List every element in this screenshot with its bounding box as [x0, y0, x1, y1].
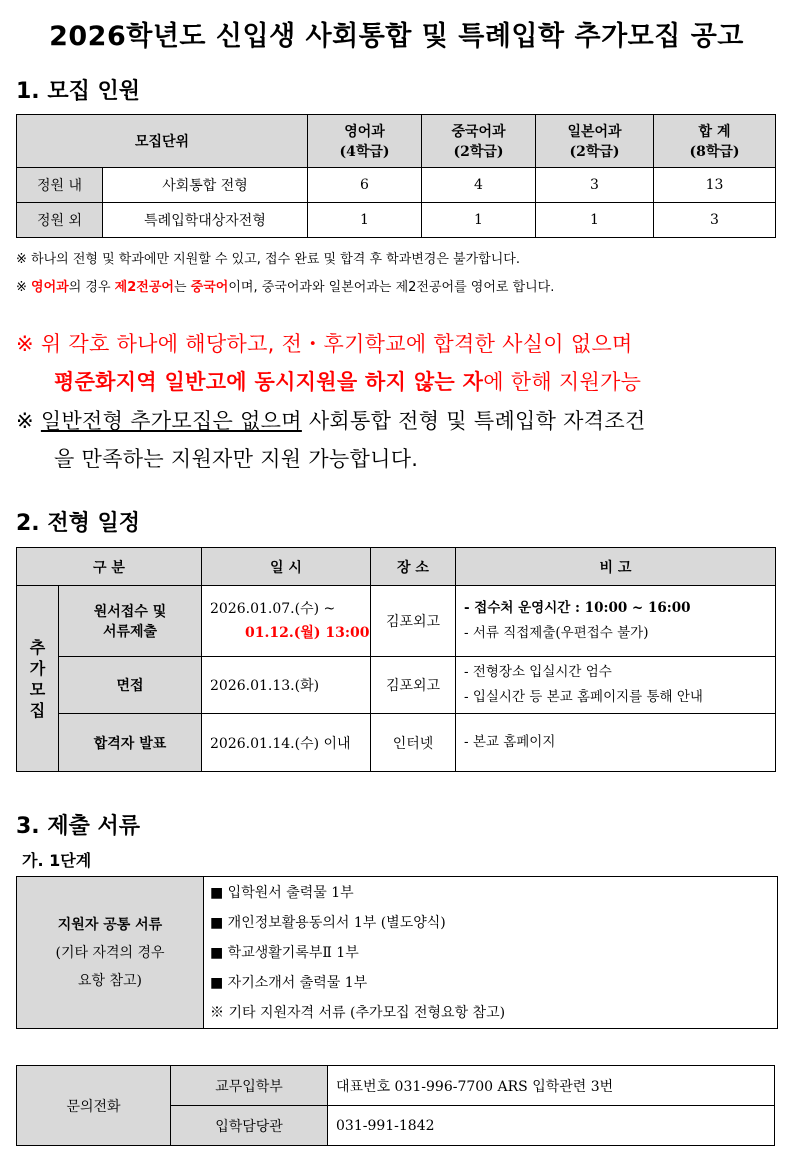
- table-row: [17, 168, 776, 203]
- recruit-table: [16, 114, 776, 238]
- header-datetime: 일 시: [202, 548, 371, 586]
- row-date: 2026.01.13.(화): [202, 657, 371, 714]
- col-header-total: 합 계 (8학급): [654, 115, 776, 168]
- cell-value: 3: [536, 168, 654, 203]
- row-category: 정원 내: [17, 168, 103, 203]
- row-date: 2026.01.14.(수) 이내: [202, 714, 371, 772]
- contact-dept: 교무입학부: [171, 1066, 328, 1106]
- documents-label: 지원자 공통 서류 (기타 자격의 경우 요항 참고): [17, 877, 204, 1029]
- contact-value: 대표번호 031-996-7700 ARS 입학관련 3번: [328, 1066, 775, 1106]
- section1-heading: 1. 모집 인원: [16, 79, 140, 104]
- list-item: ■ 자기소개서 출력물 1부: [210, 974, 368, 991]
- table-row: [17, 586, 776, 657]
- contact-label: 문의전화: [17, 1066, 171, 1146]
- section2-heading: 2. 전형 일정: [16, 511, 140, 536]
- contact-table: [16, 1065, 775, 1146]
- notice-line-2: 을 만족하는 지원자만 지원 가능합니다.: [54, 447, 419, 471]
- row-place: 김포외고: [371, 586, 456, 657]
- row-date: 2026.01.07.(수) ~ 01.12.(월) 13:00: [202, 586, 371, 657]
- contact-dept: 입학담당관: [171, 1106, 328, 1146]
- table-row: [17, 714, 776, 772]
- list-item: ■ 입학원서 출력물 1부: [210, 884, 354, 901]
- note-two: ※ 영어과의 경우 제2전공어는 중국어이며, 중국어과와 일본어과는 제2전공어를 영어로 합니다.: [16, 280, 555, 295]
- section3-subheading: 가. 1단계: [22, 851, 92, 870]
- row-type: 특례입학대상자전형: [103, 203, 308, 238]
- warning-line-2: 평준화지역 일반고에 동시지원을 하지 않는 자에 한해 지원가능: [54, 370, 642, 394]
- row-label: 원서접수 및 서류제출: [59, 586, 202, 657]
- list-item: ■ 학교생활기록부Ⅱ 1부: [210, 944, 359, 961]
- row-label: 면접: [59, 657, 202, 714]
- cell-value: 1: [536, 203, 654, 238]
- row-place: 인터넷: [371, 714, 456, 772]
- row-remarks: - 본교 홈페이지: [456, 714, 776, 772]
- page-title: 2026학년도 신입생 사회통합 및 특례입학 추가모집 공고: [49, 21, 744, 52]
- note-one: ※ 하나의 전형 및 학과에만 지원할 수 있고, 접수 완료 및 합격 후 학과변경은 불가합니다.: [16, 252, 520, 267]
- header-place: 장 소: [371, 548, 456, 586]
- col-header-japanese: 일본어과 (2학급): [536, 115, 654, 168]
- col-header-chinese: 중국어과 (2학급): [422, 115, 536, 168]
- row-label: 합격자 발표: [59, 714, 202, 772]
- documents-table: [16, 876, 778, 1029]
- group-label: 추가모집: [17, 586, 59, 772]
- cell-value: 1: [422, 203, 536, 238]
- warning-line-1: ※ 위 각호 하나에 해당하고, 전・후기학교에 합격한 사실이 없으며: [16, 332, 633, 356]
- row-place: 김포외고: [371, 657, 456, 714]
- cell-value: 1: [308, 203, 422, 238]
- header-category: 구 분: [17, 548, 202, 586]
- cell-value: 4: [422, 168, 536, 203]
- unit-header: 모집단위: [17, 115, 308, 168]
- documents-list: [204, 877, 778, 1029]
- contact-value: 031-991-1842: [328, 1106, 775, 1146]
- row-remarks: - 접수처 운영시간 : 10:00 ~ 16:00 - 서류 직접제출(우편접수 불가): [456, 586, 776, 657]
- section3-heading: 3. 제출 서류: [16, 814, 140, 839]
- list-item: ※ 기타 지원자격 서류 (추가모집 전형요항 참고): [210, 1004, 506, 1021]
- list-item: ■ 개인정보활용동의서 1부 (별도양식): [210, 914, 446, 931]
- cell-value: 6: [308, 168, 422, 203]
- col-header-english: 영어과 (4학급): [308, 115, 422, 168]
- cell-value: 3: [654, 203, 776, 238]
- table-row: [17, 203, 776, 238]
- cell-value: 13: [654, 168, 776, 203]
- notice-line-1: ※ 일반전형 추가모집은 없으며 사회통합 전형 및 특례입학 자격조건: [16, 409, 646, 433]
- header-remarks: 비 고: [456, 548, 776, 586]
- row-type: 사회통합 전형: [103, 168, 308, 203]
- schedule-table: [16, 547, 776, 772]
- row-remarks: - 전형장소 입실시간 엄수 - 입실시간 등 본교 홈페이지를 통해 안내: [456, 657, 776, 714]
- table-row: [17, 657, 776, 714]
- row-category: 정원 외: [17, 203, 103, 238]
